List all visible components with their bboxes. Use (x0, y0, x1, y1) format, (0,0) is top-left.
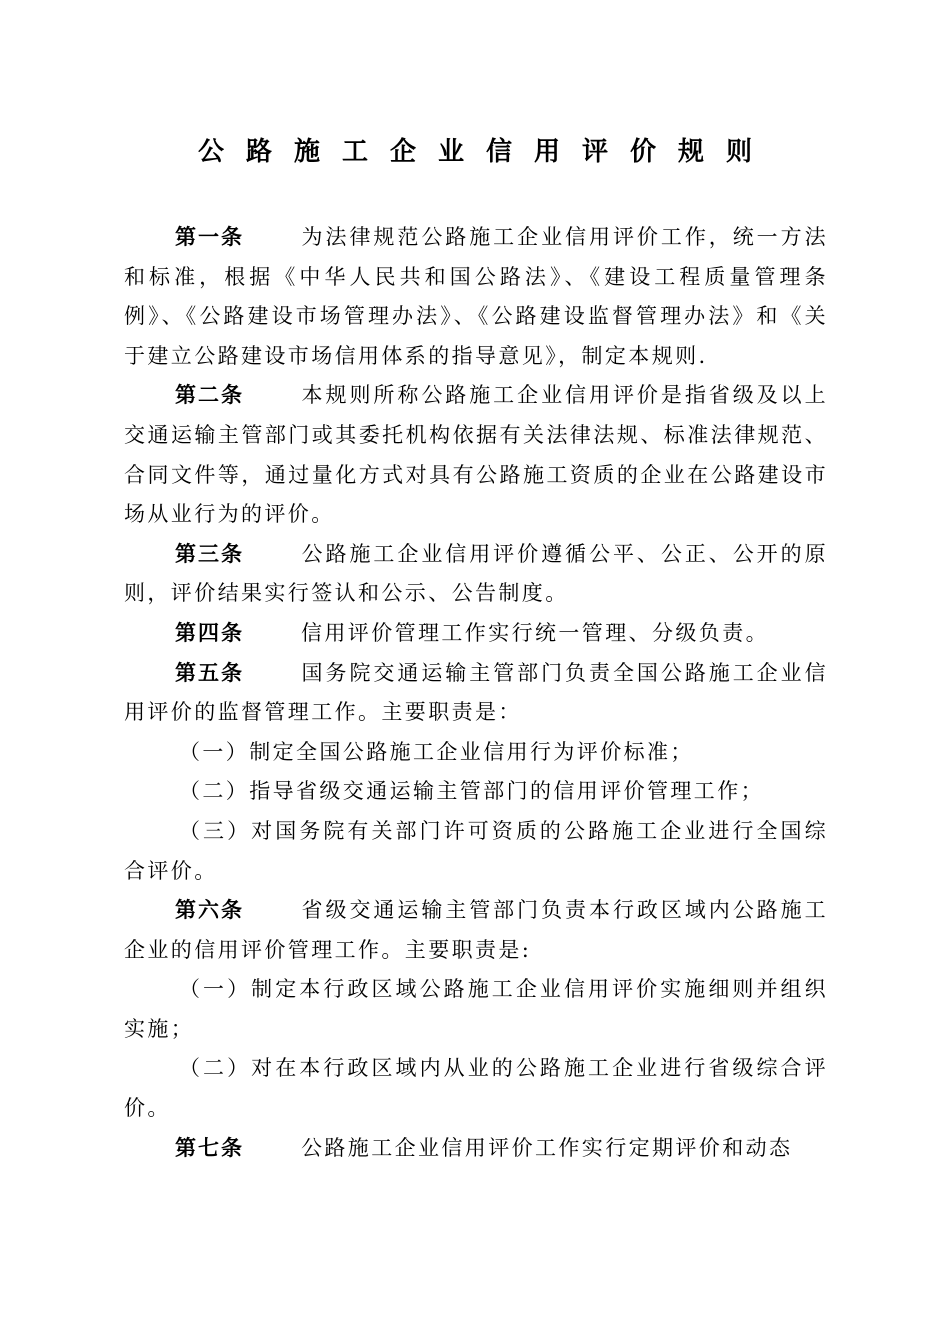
article-1 (124, 218, 828, 376)
article-6-item-1: （一）制定本行政区域公路施工企业信用评价实施细则并组织实施； (124, 977, 828, 1041)
article-number: 第一条 (175, 225, 244, 249)
article-number: 第六条 (175, 898, 244, 923)
article-number: 第三条 (175, 541, 244, 566)
article-text: 省级交通运输主管部门负责本行政区域内公路施工企业的信用评价管理工作。主要职责是: (124, 898, 828, 962)
article-2 (124, 376, 828, 534)
article-text: 国务院交通运输主管部门负责全国公路施工企业信用评价的监督管理工作。主要职责是： (124, 660, 828, 725)
document-body (124, 218, 828, 1168)
article-7 (124, 1129, 828, 1169)
document-title: 公路施工企业信用评价规则 (197, 137, 774, 167)
article-number: 第四条 (175, 620, 244, 645)
article-text: 信用评价管理工作实行统一管理、分级负责。 (301, 620, 769, 645)
article-number: 第七条 (175, 1135, 244, 1160)
article-text: 本规则所称公路施工企业信用评价是指省级及以上交通运输主管部门或其委托机构依据有关法律法规、标准法律规范、合同文件等，通过量化方式对具有公路施工资质的企业在公路建设市场从业行为的评价。 (124, 383, 828, 527)
article-text: 公路施工企业信用评价工作实行定期评价和动态 (301, 1135, 793, 1160)
article-6 (124, 891, 828, 970)
article-3 (124, 535, 828, 614)
article-5-item-3: （三）对国务院有关部门许可资质的公路施工企业进行全国综合评价。 (124, 818, 828, 883)
article-text: 公路施工企业信用评价遵循公平、公正、公开的原则，评价结果实行签认和公示、公告制度。 (124, 541, 828, 606)
article-5 (124, 654, 828, 733)
article-5-item-1: （一）制定全国公路施工企业信用行为评价标准； (179, 739, 694, 764)
article-text: 为法律规范公路施工企业信用评价工作，统一方法和标准，根据《中华人民共和国公路法》、《建设工程质量管理条例》、《公路建设市场管理办法》、《公路建设监督管理办法》和《关于建立公路建设市场信用体系的指导意见》，制定本规则. (124, 225, 828, 368)
article-6-item-2: （二）对在本行政区域内从业的公路施工企业进行省级综合评价。 (124, 1056, 828, 1121)
article-4 (124, 614, 828, 654)
article-number: 第二条 (175, 383, 244, 408)
article-number: 第五条 (175, 660, 244, 685)
article-5-item-2: （二）指导省级交通运输主管部门的信用评价管理工作； (179, 779, 764, 804)
